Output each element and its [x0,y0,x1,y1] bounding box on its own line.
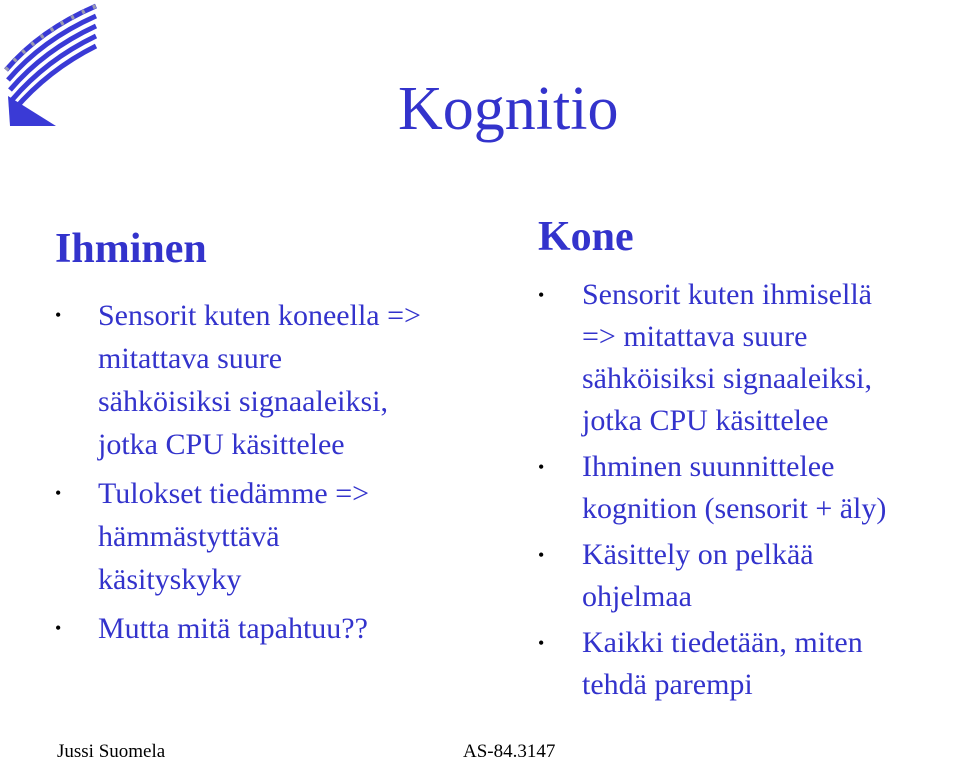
bullet-dot-icon: • [538,285,545,305]
item-line: tehdä parempi [582,668,753,701]
item-line: mitattava suure [98,342,283,375]
bullet-dot-icon: • [55,305,62,325]
item-line: sähköisiksi signaaleiksi, [582,362,872,395]
list-item [55,294,525,466]
left-bullet-list [55,294,525,650]
right-bullet-list [538,274,958,706]
list-item [538,622,958,706]
list-item [538,534,958,618]
item-line: käsityskyky [98,563,242,596]
item-line: ohjelmaa [582,580,692,613]
list-item [538,274,958,442]
item-line: hämmästyttävä [98,520,280,553]
item-line: sähköisiksi signaaleiksi, [98,385,388,418]
list-item [55,472,525,601]
right-heading: Kone [538,214,634,260]
right-column [538,216,958,710]
bullet-dot-icon: • [538,457,545,477]
footer-course-code: AS-84.3147 [463,741,556,762]
item-line: Sensorit kuten ihmisellä [582,278,872,311]
item-line: Sensorit kuten koneella => [98,299,421,332]
list-item [538,446,958,530]
bullet-dot-icon: • [538,633,545,653]
left-heading: Ihminen [55,226,207,272]
footer-author: Jussi Suomela [57,741,166,762]
list-item [55,607,525,650]
left-column [55,228,525,656]
item-line: Käsittely on pelkää [582,538,814,571]
item-line: jotka CPU käsittelee [582,404,829,437]
bullet-dot-icon: • [55,618,62,638]
item-line: Tulokset tiedämme => [98,477,370,510]
item-line: => mitattava suure [582,320,808,353]
university-logo-icon [0,0,110,140]
item-line: Ihminen suunnittelee [582,450,835,483]
slide-title: Kognitio [398,75,619,143]
item-line: Kaikki tiedetään, miten [582,626,863,659]
item-line: Mutta mitä tapahtuu?? [98,612,368,645]
bullet-dot-icon: • [55,483,62,503]
bullet-dot-icon: • [538,545,545,565]
item-line: jotka CPU käsittelee [98,428,345,461]
item-line: kognition (sensorit + äly) [582,492,887,525]
